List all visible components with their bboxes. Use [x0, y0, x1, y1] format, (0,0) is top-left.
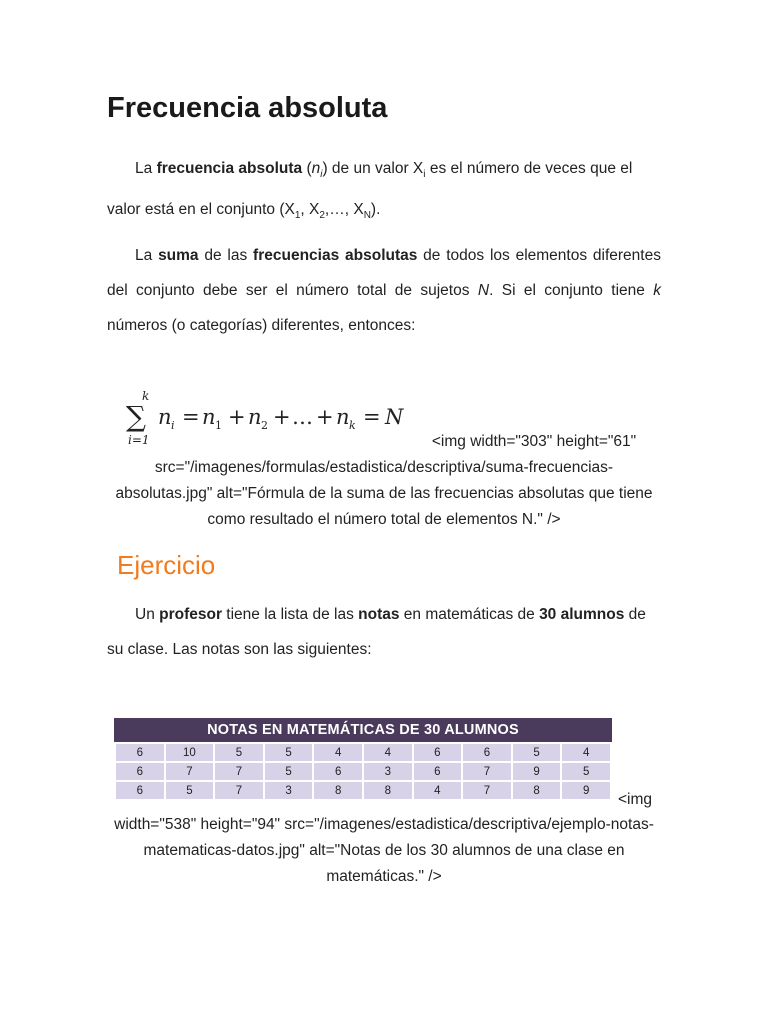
text-run: , X	[300, 201, 320, 219]
table-cell: 7	[165, 762, 215, 781]
table-cell: 10	[165, 743, 215, 762]
table-cell: 5	[264, 743, 314, 762]
formula-sub-2: 2	[261, 419, 268, 432]
table-cell: 8	[512, 781, 562, 800]
table-cell: 9	[512, 762, 562, 781]
table-cell: 7	[214, 762, 264, 781]
table-cell: 5	[214, 743, 264, 762]
grades-table-image	[114, 718, 612, 801]
italic-symbol: N	[477, 282, 490, 299]
text-run: de todos los elementos diferentes del conjunto debe ser el número total de sujetos	[107, 247, 661, 299]
text-run: ,…, X	[324, 201, 364, 219]
sigma-icon: ∑	[126, 400, 146, 433]
image-alt-text-start: <img	[618, 791, 653, 808]
formula-plus: +	[273, 405, 291, 429]
table-cell: 6	[413, 762, 463, 781]
text-run: Un	[135, 606, 160, 623]
table-cell: 6	[413, 743, 463, 762]
table-cell: 6	[115, 781, 165, 800]
formula-nk: n	[336, 405, 350, 429]
formula-N: N	[385, 405, 404, 429]
italic-symbol: k	[653, 282, 661, 299]
table-cell: 8	[363, 781, 413, 800]
formula-sub-k: k	[349, 419, 356, 432]
sum-lower-limit: i=1	[128, 433, 150, 447]
paragraph-definition	[107, 151, 661, 233]
table-cell: 6	[115, 743, 165, 762]
table-cell: 4	[313, 743, 363, 762]
text-run: números (o categorías) diferentes, entonces:	[107, 317, 416, 334]
formula-plus: +	[316, 405, 334, 429]
table-cell: 4	[413, 781, 463, 800]
subscript: 1	[294, 210, 301, 222]
table-cell: 9	[561, 781, 611, 800]
table-cell: 3	[363, 762, 413, 781]
bold-term: suma	[158, 247, 199, 264]
text-run: ).	[370, 201, 381, 219]
formula-plus: +	[228, 405, 246, 429]
image-alt-text-formula: <img width="303" height="61" src="/imagenes/formulas/estadistica/descriptiva/suma-frecuencias-absolutas.jpg" alt="Fórmula de la suma de las frecuencias absolutas que tiene como resultado el número total de elementos N." />	[115, 433, 653, 528]
text-run: de su clase. Las notas son las siguientes:	[107, 606, 646, 658]
formula-n1: n	[202, 405, 216, 429]
text-run: . Si el conjunto tiene	[489, 282, 654, 299]
table-row	[115, 781, 611, 800]
formula-n-i: n	[158, 405, 172, 429]
formula-equals: =	[182, 405, 200, 429]
subscript: 2	[319, 210, 325, 222]
table-cell: 5	[512, 743, 562, 762]
formula-sub-i: i	[171, 419, 175, 432]
bold-term: frecuencia absoluta	[156, 160, 303, 177]
text-run: (	[302, 160, 312, 177]
page-title: Frecuencia absoluta	[107, 92, 388, 124]
paragraph-sum-rule	[107, 238, 661, 343]
table-row	[115, 762, 611, 781]
bold-term: frecuencias absolutas	[253, 247, 418, 264]
formula-equals: =	[363, 405, 381, 429]
text-run: en matemáticas de	[399, 606, 540, 623]
table-cell: 5	[165, 781, 215, 800]
table-cell: 7	[462, 762, 512, 781]
table-cell: 7	[214, 781, 264, 800]
formula-n2: n	[248, 405, 262, 429]
table-cell: 3	[264, 781, 314, 800]
italic-symbol: n	[311, 160, 321, 177]
formula-sub-1: 1	[215, 419, 222, 432]
section-title: Ejercicio	[117, 550, 216, 580]
sum-upper-limit: k	[142, 389, 150, 403]
bold-term: profesor	[159, 606, 222, 623]
table-cell: 4	[363, 743, 413, 762]
table-title: NOTAS EN MATEMÁTICAS DE 30 ALUMNOS	[114, 718, 612, 742]
table-cell: 6	[462, 743, 512, 762]
image-alt-text-table: width="538" height="94" src="/imagenes/estadistica/descriptiva/ejemplo-notas-matematicas-datos.jpg" alt="Notas de los 30 alumnos de una clase en matemáticas." />	[114, 816, 654, 885]
subscript: i	[320, 169, 323, 181]
grades-table	[114, 742, 612, 801]
table-cell: 7	[462, 781, 512, 800]
bold-term: 30 alumnos	[539, 606, 625, 623]
text-run: ) de un valor X	[322, 160, 424, 177]
text-run: La	[135, 160, 157, 177]
text-run: de las	[198, 247, 254, 264]
subscript: i	[423, 169, 426, 181]
formula-dots: …	[292, 405, 313, 429]
subscript: N	[363, 210, 371, 222]
table-cell: 4	[561, 743, 611, 762]
text-run: es el número de veces que el valor está en el conjunto (X	[107, 160, 633, 219]
text-run: tiene la lista de las	[222, 606, 359, 623]
bold-term: notas	[358, 606, 400, 623]
text-run: La	[135, 247, 159, 264]
table-cell: 5	[264, 762, 314, 781]
table-cell: 5	[561, 762, 611, 781]
table-row	[115, 743, 611, 762]
table-cell: 6	[115, 762, 165, 781]
paragraph-exercise	[107, 597, 661, 667]
table-cell: 6	[313, 762, 363, 781]
table-cell: 8	[313, 781, 363, 800]
